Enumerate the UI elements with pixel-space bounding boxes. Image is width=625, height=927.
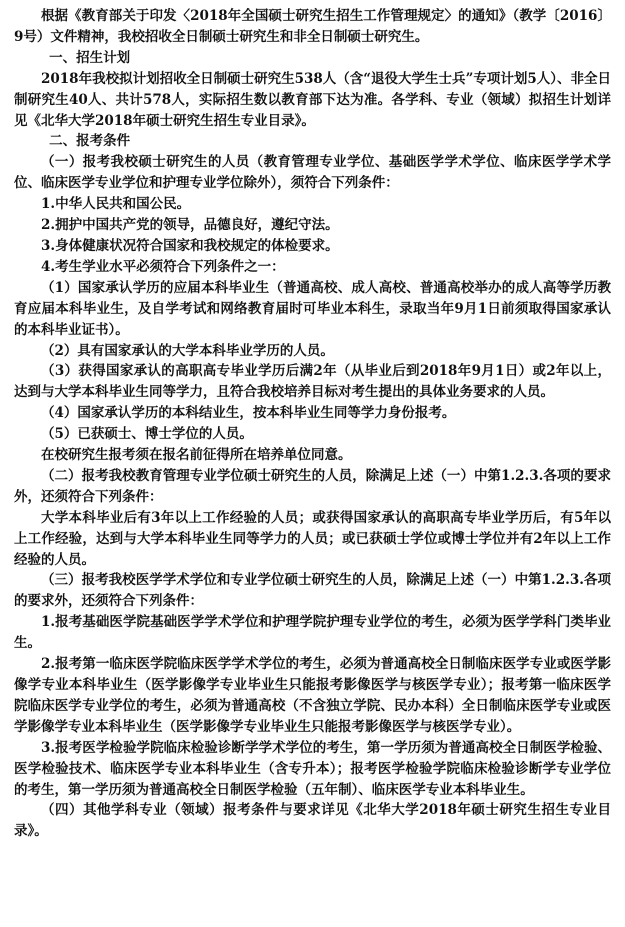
sub-item: （5）已获硕士、博士学位的人员。: [41, 426, 253, 443]
sub-item: （2）具有国家承认的大学本科毕业学历的人员。: [41, 342, 334, 359]
medical-item: 1.报考基础医学院基础医学学术学位和护理学院护理专业学位的考生，必须为医学学科门类毕业生。: [14, 614, 611, 652]
condition-2-detail: 大学本科毕业后有3年以上工作经验的人员；或获得国家承认的高职高专毕业学历后，有5年以上工作经验，达到与大学本科毕业生同等学力的人员；或已获硕士学位或博士学位并有2年以上工作经验的人员。: [14, 509, 611, 568]
sub-item: （3）获得国家承认的高职高专毕业学历后满2年（从毕业后到2018年9月1日）或2年以上，达到与大学本科毕业生同等学力，且符合我校培养目标对考生提出的具体业务要求的人员。: [14, 363, 611, 401]
medical-item: 2.报考第一临床医学院临床医学学术学位的考生，必须为普通高校全日制临床医学专业或医学影像学专业本科毕业生（医学影像学专业毕业生只能报考影像医学与核医学专业）；报考第一临床医学院临床医学专业学位的考生，必须为普通高校（不含独立学院、民办本科）全日制临床医学专业或医学影像学专业本科毕业生（医学影像学专业毕业生只能报考影像医学与核医学专业）。: [14, 656, 611, 735]
heading-enrollment-plan: 一、招生计划: [49, 49, 131, 66]
enrollment-plan-paragraph: 2018年我校拟计划招收全日制硕士研究生538人（含“退役大学生士兵”专项计划5人）、非全日制研究生40人、共计578人，实际招生数以教育部下达为准。各学科、专业（领域）拟招生计划详见《北华大学2018年硕士研究生招生专业目录》。: [14, 70, 611, 129]
list-item: 2.拥护中国共产党的领导，品德良好，遵纪守法。: [41, 217, 339, 234]
list-item: 4.考生学业水平必须符合下列条件之一：: [41, 258, 285, 275]
condition-2-paragraph: （二）报考我校教育管理专业学位硕士研究生的人员，除满足上述（一）中第1.2.3.各项的要求外，还须符合下列条件：: [14, 467, 611, 505]
heading-application-conditions: 二、报考条件: [49, 133, 131, 150]
sub-item: （4）国家承认学历的本科结业生，按本科毕业生同等学力身份报考。: [41, 405, 456, 422]
intro-paragraph: 根据《教育部关于印发〈2018年全国硕士研究生招生工作管理规定〉的通知》（教学〔2016〕9号）文件精神，我校招收全日制硕士研究生和非全日制硕士研究生。: [14, 8, 611, 45]
list-item: 1.中华人民共和国公民。: [41, 196, 191, 213]
condition-3-paragraph: （三）报考我校医学学术学位和专业学位硕士研究生的人员，除满足上述（一）中第1.2.3.各项的要求外，还须符合下列条件：: [14, 572, 611, 610]
condition-4-paragraph: （四）其他学科专业（领域）报考条件与要求详见《北华大学2018年硕士研究生招生专业目录》。: [14, 802, 611, 840]
list-item: 3.身体健康状况符合国家和我校规定的体检要求。: [41, 237, 339, 254]
sub-item: （1）国家承认学历的应届本科毕业生（普通高校、成人高校、普通高校举办的成人高等学历教育应届本科毕业生，及自学考试和网络教育届时可毕业本科生，录取当年9月1日前须取得国家承认的本科毕业证书）。: [14, 279, 611, 338]
note-paragraph: 在校研究生报考须在报名前征得所在培养单位同意。: [41, 447, 352, 464]
condition-1-paragraph: （一）报考我校硕士研究生的人员（教育管理专业学位、基础医学学术学位、临床医学学术学位、临床医学专业学位和护理专业学位除外），须符合下列条件：: [14, 154, 611, 192]
medical-item: 3.报考医学检验学院临床检验诊断学学术学位的考生，第一学历须为普通高校全日制医学检验、医学检验技术、临床医学专业本科毕业生（含专升本）；报考医学检验学院临床检验诊断学专业学位的考生，第一学历须为普通高校全日制医学检验（五年制）、临床医学专业本科毕业生。: [14, 739, 611, 798]
